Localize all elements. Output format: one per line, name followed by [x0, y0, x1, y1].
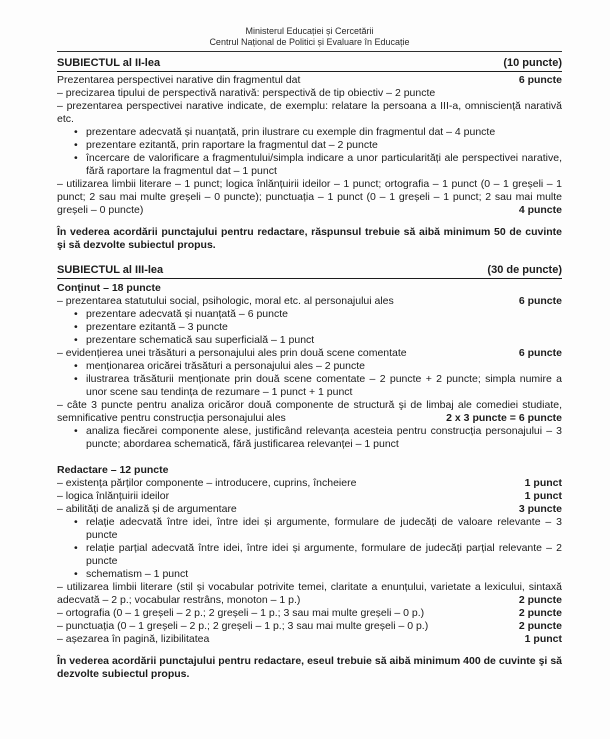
rubric-text: – câte 3 puncte pentru analiza oricăror două componente de structură şi de limbaj ale comediei studiate, semnificative pentru construcția personajului ales	[57, 399, 562, 424]
rubric-text: prezentare ezitantă – 3 puncte	[86, 321, 228, 333]
rubric-text: relație adecvată între idei, între idei și argumente, formulare de judecăți de valoare relevante – 3 puncte	[86, 516, 562, 541]
bullet-marker-icon: •	[74, 541, 78, 554]
section-title-text: SUBIECTUL al III-lea	[57, 264, 164, 276]
points-value: 1 punct	[524, 633, 562, 645]
points-value: 6 puncte	[518, 74, 562, 86]
section-subiectul-2	[57, 57, 562, 252]
rubric-line	[57, 503, 562, 516]
rubric-text: – ortografia (0 – 1 greșeli – 2 p.; 2 greșeli – 1 p.; 3 sau mai multe greșeli – 0 p.)	[57, 607, 425, 619]
bullet-marker-icon: •	[74, 333, 78, 346]
section-body	[57, 74, 562, 252]
subsection-heading	[57, 282, 562, 295]
bullet-item	[57, 334, 562, 347]
ministry-name: Ministerul Educației și Cercetării	[245, 26, 374, 36]
rubric-text: încercare de valorificare a fragmentului/simpla indicare a unor particularități ale perspectivei narative, fără raportare la fragmentul dat – 1 punct	[86, 152, 562, 177]
rubric-text: prezentare adecvată și nuanțată, prin ilustrare cu exemple din fragmentul dat – 4 puncte	[86, 126, 496, 138]
rubric-text: – prezentarea perspectivei narative indicate, de exemplu: relatare la persoana a III-a, omnisciență narativă etc.	[57, 100, 562, 125]
subsection-heading	[57, 464, 562, 477]
bullet-marker-icon: •	[74, 567, 78, 580]
rubric-line	[57, 178, 562, 217]
rubric-text: ilustrarea trăsăturii menționate prin două scene comentate – 2 puncte + 2 puncte; simpla numire a unor scene sau tendința de rezumare – 1 punct + 1 punct	[86, 373, 562, 398]
rubric-text: – precizarea tipului de perspectivă narativă: perspectivă de tip obiectiv – 2 puncte	[57, 87, 436, 99]
bullet-item	[57, 542, 562, 568]
bullet-item	[57, 373, 562, 399]
points-value: 6 puncte	[518, 295, 562, 307]
bullet-marker-icon: •	[74, 307, 78, 320]
rubric-text: relație parțial adecvată între idei, între idei și argumente, formulare de judecăți parțial relevante – 2 puncte	[86, 542, 562, 567]
bullet-item	[57, 321, 562, 334]
rubric-line	[57, 74, 562, 87]
points-value: 4 puncte	[518, 204, 562, 216]
rubric-text: – existența părților componente – introducere, cuprins, încheiere	[57, 477, 357, 489]
rubric-text: – utilizarea limbii literare (stil și vocabular potrivite temei, claritate a enunțului, varietate a lexicului, sintaxă adecvată – 2 p.; vocabular restrâns, monoton – 1 p.)	[57, 581, 562, 606]
rubric-text: prezentare ezitantă, prin raportare la fragmentul dat – 2 puncte	[86, 139, 378, 151]
points-value: 1 punct	[524, 477, 562, 489]
bullet-item	[57, 308, 562, 321]
bullet-marker-icon: •	[74, 515, 78, 528]
section-points-label: (30 de puncte)	[487, 264, 562, 276]
bullet-marker-icon: •	[74, 138, 78, 151]
bullet-item	[57, 152, 562, 178]
points-value: 1 punct	[524, 490, 562, 502]
rubric-text: schematism – 1 punct	[86, 568, 189, 580]
section-title	[57, 264, 562, 279]
rubric-text: Redactare – 12 puncte	[57, 464, 169, 476]
rubric-line	[57, 620, 562, 633]
bullet-item	[57, 360, 562, 373]
rubric-text: menționarea oricărei trăsături a personajului ales – 2 puncte	[86, 360, 365, 372]
rubric-line	[57, 399, 562, 425]
document-header	[57, 26, 562, 52]
rubric-text: – abilități de analiză și de argumentare	[57, 503, 237, 515]
rubric-text: prezentare adecvată și nuanțată – 6 puncte	[86, 308, 288, 320]
points-value: 3 puncte	[518, 503, 562, 515]
points-value: 6 puncte	[518, 347, 562, 359]
section-body	[57, 282, 562, 681]
bullet-item	[57, 568, 562, 581]
rubric-text: În vederea acordării punctajului pentru redactare, eseul trebuie să aibă minimum 400 de cuvinte şi să dezvolte subiectul propus.	[57, 655, 562, 680]
rubric-text: Prezentarea perspectivei narative din fragmentul dat	[57, 74, 301, 86]
bullet-marker-icon: •	[74, 372, 78, 385]
rubric-text: analiza fiecărei componente alese, justificând relevanța acesteia pentru construcția personajului – 3 puncte; abordarea schematică, fără justificarea relevanței – 1 punct	[86, 425, 562, 450]
rubric-line	[57, 347, 562, 360]
rubric-text: Conţinut – 18 puncte	[57, 282, 161, 294]
bullet-marker-icon: •	[74, 359, 78, 372]
points-value: 2 puncte	[518, 620, 562, 632]
rubric-line	[57, 581, 562, 607]
bullet-marker-icon: •	[74, 424, 78, 437]
section-points-label: (10 puncte)	[503, 57, 562, 69]
points-value: 2 x 3 puncte = 6 puncte	[446, 412, 562, 424]
section-title-text: SUBIECTUL al II-lea	[57, 57, 161, 69]
bullet-item	[57, 425, 562, 451]
rubric-line	[57, 633, 562, 646]
rubric-text: – prezentarea statutului social, psihologic, moral etc. al personajului ales	[57, 295, 394, 307]
bullet-item	[57, 139, 562, 152]
rubric-text: – evidențierea unei trăsături a personajului ales prin două scene comentate	[57, 347, 407, 359]
bullet-marker-icon: •	[74, 320, 78, 333]
section-subiectul-3	[57, 264, 562, 681]
rubric-line	[57, 100, 562, 126]
bullet-marker-icon: •	[74, 125, 78, 138]
rubric-text: – punctuația (0 – 1 greșeli – 2 p.; 2 greșeli – 1 p.; 3 sau mai multe greșeli – 0 p.)	[57, 620, 429, 632]
points-value: 2 puncte	[518, 594, 562, 606]
rubric-line	[57, 607, 562, 620]
rubric-text: – logica înlănțuirii ideilor	[57, 490, 170, 502]
rubric-line	[57, 490, 562, 503]
rubric-line	[57, 477, 562, 490]
rubric-line	[57, 295, 562, 308]
note-paragraph	[57, 226, 562, 252]
center-name: Centrul Național de Politici și Evaluare în Educație	[209, 37, 410, 47]
rubric-line	[57, 87, 562, 100]
bullet-item	[57, 516, 562, 542]
rubric-text: În vederea acordării punctajului pentru redactare, răspunsul trebuie să aibă minimum 50 de cuvinte şi să dezvolte subiectul propus.	[57, 226, 562, 251]
rubric-text: – utilizarea limbii literare – 1 punct; logica înlănțuirii ideilor – 1 punct; ortografia – 1 punct (0 – 1 greșeli – 1 punct; 2 sau mai multe greșeli – 0 puncte); punctuația – 1 punct (0 – 1 greșeli – 1 punct; 2 sau mai multe greșeli – 0 puncte)	[57, 178, 562, 216]
bullet-marker-icon: •	[74, 151, 78, 164]
note-paragraph	[57, 655, 562, 681]
section-title	[57, 57, 562, 72]
points-value: 2 puncte	[518, 607, 562, 619]
bullet-item	[57, 126, 562, 139]
rubric-text: prezentare schematică sau superficială – 1 punct	[86, 334, 315, 346]
rubric-text: – așezarea în pagină, lizibilitatea	[57, 633, 210, 645]
